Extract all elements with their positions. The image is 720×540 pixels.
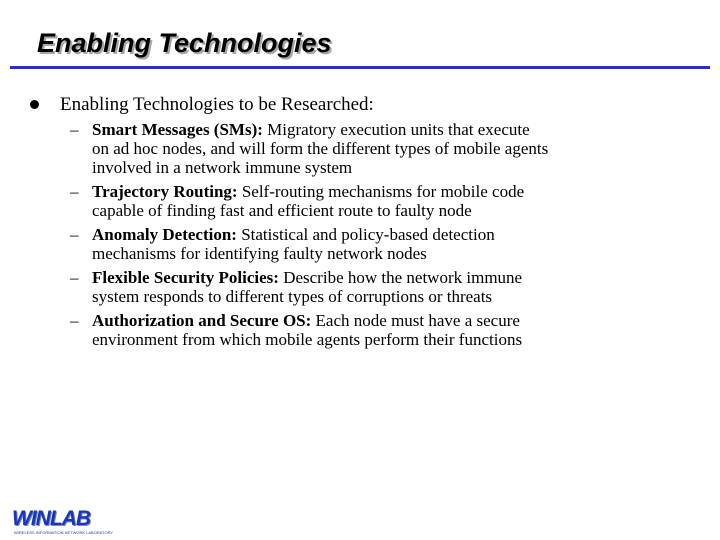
logo-wordmark: WINLAB <box>12 507 90 530</box>
title-divider <box>10 66 710 69</box>
dash-icon: – <box>70 120 79 139</box>
dash-icon: – <box>70 311 79 330</box>
sub-item-flexible-security-policies <box>70 268 690 306</box>
bullet-dot-icon <box>30 100 39 109</box>
term-label: Authorization and Secure OS: <box>92 311 312 330</box>
sub-item-anomaly-detection <box>70 225 690 263</box>
term-label: Flexible Security Policies: <box>92 268 279 287</box>
item-text-line: environment from which mobile agents perform their functions <box>92 330 523 349</box>
item-text-line: Each node must have a secure <box>315 311 520 330</box>
term-label: Smart Messages (SMs): <box>92 120 263 139</box>
item-text-line: mechanisms for identifying faulty network nodes <box>92 244 427 263</box>
slide-title: Enabling Technologies <box>37 28 332 58</box>
term-label: Trajectory Routing: <box>92 182 238 201</box>
item-text-line: Statistical and policy-based detection <box>241 225 495 244</box>
sub-item-trajectory-routing <box>70 182 690 220</box>
main-bullet-text: Enabling Technologies to be Researched: <box>60 94 374 115</box>
item-text-line: on ad hoc nodes, and will form the different types of mobile agents <box>92 139 549 158</box>
sub-bullet-list <box>70 120 690 354</box>
dash-icon: – <box>70 268 79 287</box>
sub-item-smart-messages <box>70 120 690 177</box>
item-text-line: capable of finding fast and efficient route to faulty node <box>92 201 472 220</box>
item-text-line: system responds to different types of corruptions or threats <box>92 287 493 306</box>
item-text-line: involved in a network immune system <box>92 158 353 177</box>
dash-icon: – <box>70 225 79 244</box>
item-text-line: Migratory execution units that execute <box>267 120 530 139</box>
logo-tagline: WIRELESS INFORMATION NETWORK LABORATORY <box>14 530 114 535</box>
sub-item-authorization-secure-os <box>70 311 690 349</box>
item-text-line: Self-routing mechanisms for mobile code <box>241 182 525 201</box>
dash-icon: – <box>70 182 79 201</box>
item-text-line: Describe how the network immune <box>283 268 523 287</box>
term-label: Anomaly Detection: <box>92 225 237 244</box>
winlab-logo <box>12 508 120 536</box>
